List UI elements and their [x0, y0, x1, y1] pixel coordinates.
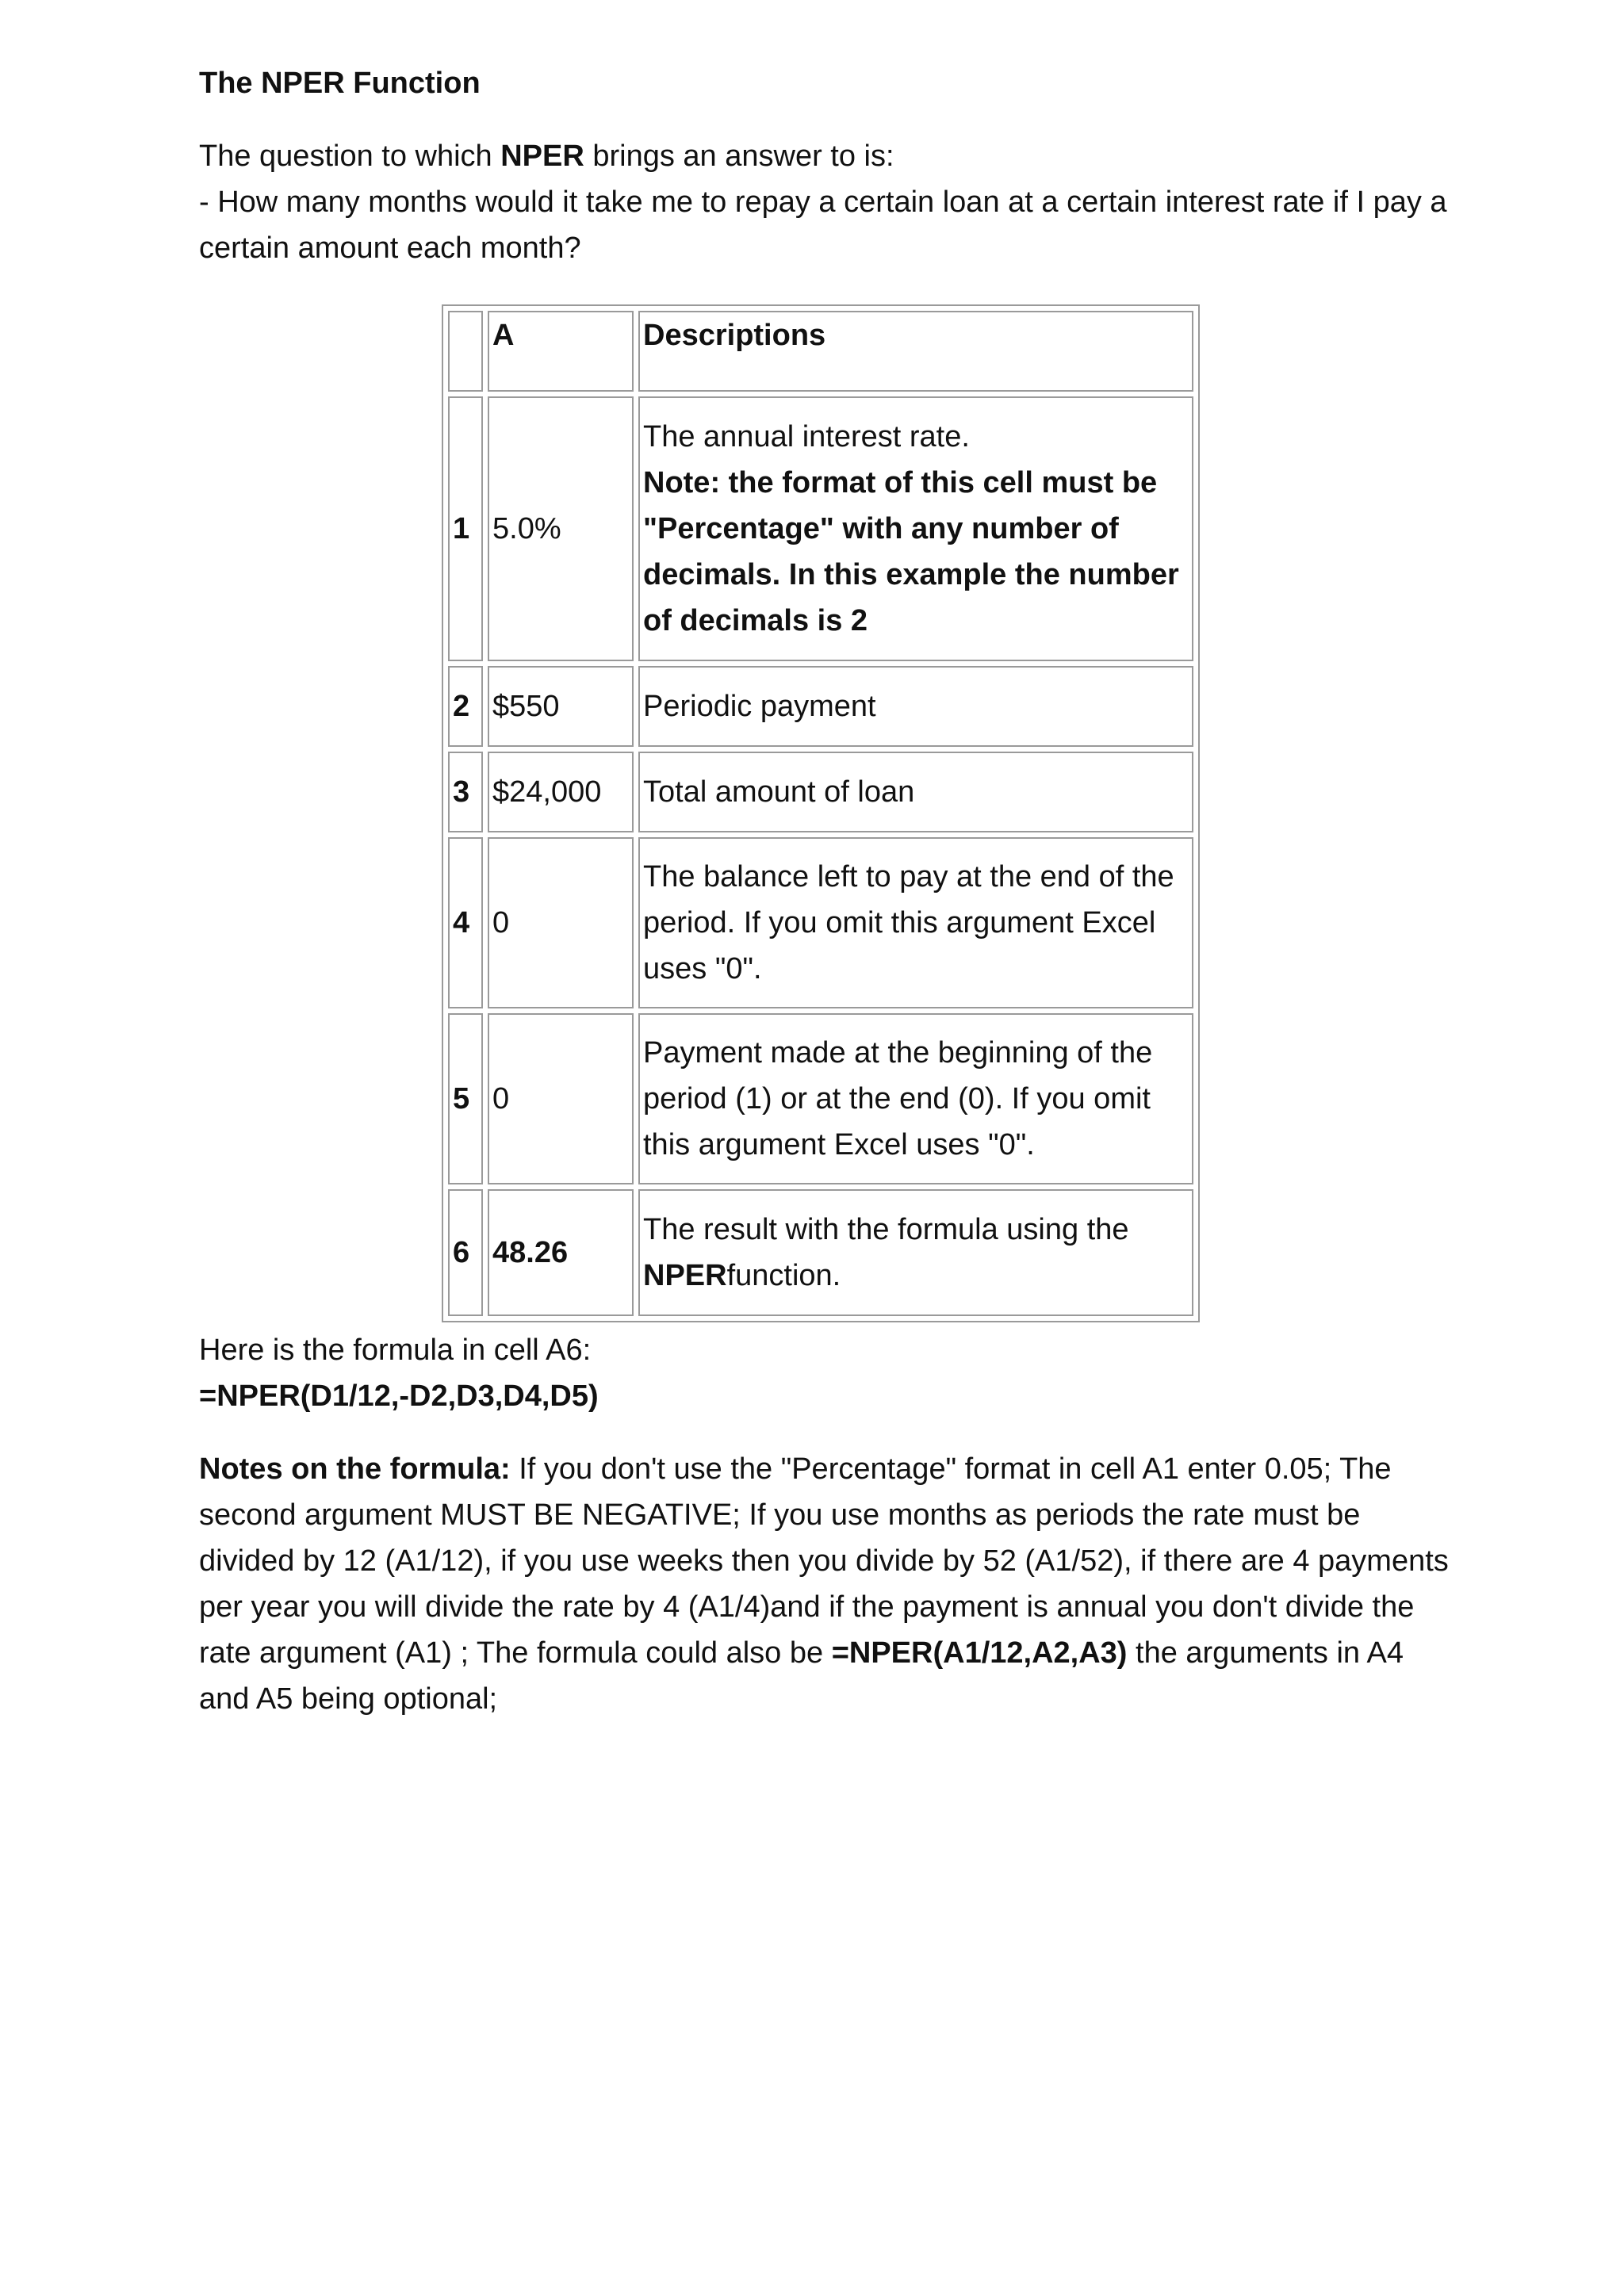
- notes-text: If you don't use the "Percentage" format in cell A1 enter 0.05; The second argument MUST BE NEGATIVE; If you use months as periods the rate must be divided by 12 (A1/12), if you use weeks then you divide by 52 (A1/52), if there are 4 payments per year you will divide the rate by 4 (A1/4)and if the payment is annual you don't divide the rate argument (A1) ; The formula could also be: [199, 1452, 1449, 1670]
- row-number: 3: [448, 752, 483, 832]
- table-row: [448, 837, 1193, 1008]
- intro-question: - How many months would it take me to repay a certain loan at a certain interest rate if I pay a certain amount each month?: [199, 186, 1447, 265]
- row-description: [638, 1189, 1193, 1316]
- row-description-note: Note: the format of this cell must be "Percentage" with any number of decimals. In this example the number of decimals is 2: [643, 466, 1179, 637]
- document-title: The NPER Function: [199, 67, 481, 100]
- table-row: [448, 752, 1193, 832]
- row-description: Periodic payment: [638, 666, 1193, 747]
- row-value: 0: [488, 1013, 634, 1184]
- intro-paragraph: [199, 133, 1452, 271]
- document-page: [199, 60, 1452, 1722]
- table-row: [448, 396, 1193, 661]
- row-value: 0: [488, 837, 634, 1008]
- row-description: Payment made at the beginning of the period (1) or at the end (0). If you omit this argument Excel uses "0".: [638, 1013, 1193, 1184]
- row-number: 5: [448, 1013, 483, 1184]
- notes-formula: =NPER(A1/12,A2,A3): [831, 1636, 1128, 1670]
- formula-text: =NPER(D1/12,-D2,D3,D4,D5): [199, 1380, 599, 1413]
- header-col-a: A: [488, 311, 634, 392]
- row-value-result: 48.26: [488, 1189, 634, 1316]
- row-number: 4: [448, 837, 483, 1008]
- row-description: The balance left to pay at the end of the period. If you omit this argument Excel uses "0".: [638, 837, 1193, 1008]
- intro-nper-bold: NPER: [500, 140, 584, 173]
- row-number: 1: [448, 396, 483, 661]
- notes-paragraph: [199, 1446, 1452, 1722]
- notes-text-end: the arguments in A4 and A5 being optional;: [199, 1636, 1404, 1716]
- intro-text-before: The question to which: [199, 140, 501, 173]
- nper-example-table: [442, 304, 1200, 1322]
- header-col-descriptions: Descriptions: [638, 311, 1193, 392]
- row-description-nper-bold: NPER: [643, 1259, 727, 1292]
- row-description-text: The annual interest rate.: [643, 420, 970, 453]
- row-value: $550: [488, 666, 634, 747]
- table-row: [448, 1013, 1193, 1184]
- row-description: Total amount of loan: [638, 752, 1193, 832]
- table-header-row: [448, 311, 1193, 392]
- row-description: [638, 396, 1193, 661]
- formula-label: Here is the formula in cell A6:: [199, 1334, 592, 1367]
- header-corner-cell: [448, 311, 483, 392]
- table-row: [448, 1189, 1193, 1316]
- row-value: 5.0%: [488, 396, 634, 661]
- notes-label: Notes on the formula:: [199, 1452, 511, 1486]
- row-number: 2: [448, 666, 483, 747]
- intro-text-after: brings an answer to is:: [584, 140, 894, 173]
- row-description-text-after: function.: [726, 1259, 841, 1292]
- row-number: 6: [448, 1189, 483, 1316]
- row-value: $24,000: [488, 752, 634, 832]
- row-description-text: The result with the formula using the: [643, 1213, 1129, 1246]
- table-row: [448, 666, 1193, 747]
